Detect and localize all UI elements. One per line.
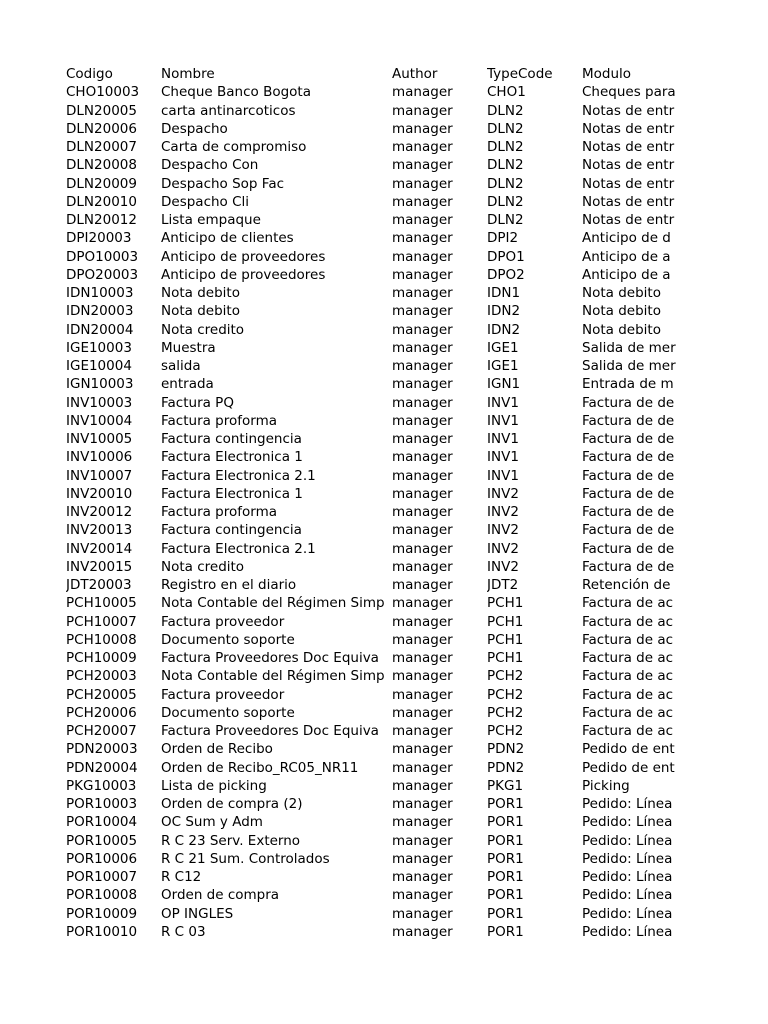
- cell-nombre: Factura Electronica 2.1: [161, 467, 316, 484]
- cell-codigo: IDN20004: [66, 321, 134, 338]
- cell-codigo: INV10004: [66, 412, 133, 429]
- cell-typecode: POR1: [487, 923, 524, 940]
- cell-typecode: INV2: [487, 558, 519, 575]
- cell-author: manager: [392, 321, 453, 338]
- cell-author: manager: [392, 869, 453, 885]
- cell-author: manager: [392, 923, 453, 940]
- cell-typecode: PCH2: [487, 686, 524, 703]
- cell-nombre: carta antinarcoticos: [161, 102, 296, 119]
- cell-typecode: INV2: [487, 522, 519, 539]
- cell-typecode: DPO1: [487, 248, 525, 265]
- cell-author: manager: [392, 650, 453, 666]
- table-row: [66, 467, 677, 485]
- cell-author: manager: [392, 814, 453, 831]
- table-row: [66, 722, 677, 740]
- table-row: [66, 503, 677, 521]
- cell-modulo: Factura de de: [582, 431, 675, 447]
- cell-codigo: IDN10003: [66, 285, 134, 301]
- cell-author: manager: [392, 358, 453, 374]
- cell-typecode: DLN2: [487, 157, 524, 174]
- cell-codigo: IGE10004: [66, 358, 132, 374]
- cell-author: manager: [392, 303, 453, 320]
- cell-typecode: INV1: [487, 449, 519, 466]
- cell-author: manager: [392, 175, 453, 192]
- cell-codigo: INV20010: [66, 485, 133, 502]
- header-nombre: Nombre: [161, 66, 215, 82]
- table-row: [66, 686, 677, 704]
- cell-nombre: Anticipo de proveedores: [161, 248, 326, 265]
- cell-nombre: Despacho Con: [161, 157, 259, 174]
- cell-typecode: DLN2: [487, 193, 524, 210]
- cell-typecode: POR1: [487, 796, 524, 812]
- table-row: [66, 521, 677, 539]
- cell-modulo: Factura de ac: [582, 595, 674, 612]
- cell-modulo: Notas de entr: [582, 193, 675, 210]
- cell-typecode: PKG1: [487, 777, 524, 794]
- cell-nombre: Anticipo de proveedores: [161, 266, 326, 283]
- cell-typecode: PCH2: [487, 668, 524, 685]
- cell-typecode: IGN1: [487, 376, 521, 393]
- cell-codigo: PCH20005: [66, 686, 137, 703]
- cell-author: manager: [392, 595, 453, 612]
- cell-author: manager: [392, 193, 453, 210]
- cell-typecode: DPI2: [487, 230, 519, 247]
- cell-typecode: PCH1: [487, 595, 524, 612]
- cell-codigo: PDN20003: [66, 741, 138, 758]
- cell-typecode: POR1: [487, 887, 524, 904]
- table-row: [66, 777, 677, 795]
- cell-modulo: Pedido: Línea: [582, 850, 673, 867]
- cell-modulo: Factura de de: [582, 540, 675, 557]
- cell-nombre: Factura Proveedores Doc Equiva: [161, 723, 379, 739]
- cell-nombre: salida: [161, 358, 201, 374]
- table-row: [66, 594, 677, 612]
- cell-codigo: POR10007: [66, 869, 138, 885]
- cell-modulo: Notas de entr: [582, 212, 675, 228]
- cell-typecode: INV2: [487, 540, 519, 557]
- cell-codigo: INV10006: [66, 449, 133, 466]
- cell-author: manager: [392, 212, 453, 228]
- table-row: [66, 357, 677, 375]
- cell-typecode: DLN2: [487, 102, 524, 119]
- cell-author: manager: [392, 704, 453, 721]
- cell-nombre: Despacho Cli: [161, 193, 250, 210]
- table-row: [66, 759, 677, 777]
- cell-typecode: DLN2: [487, 175, 524, 192]
- cell-nombre: Factura proveedor: [161, 686, 285, 703]
- cell-codigo: POR10003: [66, 796, 138, 812]
- cell-nombre: entrada: [161, 376, 214, 393]
- table-row: [66, 284, 677, 302]
- table-body: [66, 83, 677, 941]
- cell-typecode: IDN2: [487, 321, 521, 338]
- cell-modulo: Pedido: Línea: [582, 887, 673, 904]
- table-row: [66, 321, 677, 339]
- cell-nombre: Nota credito: [161, 558, 245, 575]
- cell-codigo: PKG10003: [66, 777, 137, 794]
- table-row: [66, 175, 677, 193]
- cell-nombre: Muestra: [161, 339, 216, 356]
- cell-codigo: PCH10007: [66, 613, 137, 630]
- cell-typecode: PCH1: [487, 650, 524, 666]
- cell-codigo: DPO10003: [66, 248, 139, 265]
- cell-codigo: PCH10005: [66, 595, 137, 612]
- cell-codigo: INV20015: [66, 558, 133, 575]
- cell-typecode: INV1: [487, 467, 519, 484]
- cell-nombre: Nota debito: [161, 303, 240, 320]
- cell-modulo: Pedido de ent: [582, 759, 675, 776]
- cell-nombre: Nota Contable del Régimen Simp: [161, 668, 385, 685]
- cell-modulo: Factura de de: [582, 485, 675, 502]
- cell-typecode: IDN2: [487, 303, 521, 320]
- table-row: [66, 667, 677, 685]
- cell-author: manager: [392, 723, 453, 739]
- cell-codigo: JDT20003: [66, 577, 132, 593]
- cell-modulo: Factura de ac: [582, 650, 674, 666]
- cell-modulo: Notas de entr: [582, 157, 675, 174]
- cell-codigo: DLN20010: [66, 193, 137, 210]
- cell-codigo: PDN20004: [66, 759, 138, 776]
- table-row: [66, 649, 677, 667]
- cell-codigo: PCH20007: [66, 723, 137, 739]
- table-row: [66, 576, 677, 594]
- cell-nombre: Carta de compromiso: [161, 139, 307, 155]
- table-row: [66, 813, 677, 831]
- cell-typecode: DPO2: [487, 266, 525, 283]
- cell-typecode: PDN2: [487, 759, 525, 776]
- cell-typecode: DLN2: [487, 120, 524, 137]
- cell-author: manager: [392, 467, 453, 484]
- cell-nombre: Nota Contable del Régimen Simp: [161, 595, 385, 612]
- cell-codigo: INV10005: [66, 431, 133, 447]
- cell-nombre: Cheque Banco Bogota: [161, 84, 311, 101]
- cell-typecode: JDT2: [487, 577, 519, 593]
- header-codigo: Codigo: [66, 66, 113, 82]
- cell-nombre: R C 03: [161, 923, 206, 940]
- cell-modulo: Factura de ac: [582, 686, 674, 703]
- cell-author: manager: [392, 120, 453, 137]
- cell-codigo: INV20013: [66, 522, 133, 539]
- cell-modulo: Factura de de: [582, 467, 675, 484]
- cell-codigo: DLN20012: [66, 212, 137, 228]
- cell-codigo: CHO10003: [66, 84, 140, 101]
- cell-codigo: DLN20006: [66, 120, 137, 137]
- table-row: [66, 905, 677, 923]
- cell-author: manager: [392, 668, 453, 685]
- cell-nombre: Lista de picking: [161, 777, 267, 794]
- table-row: [66, 229, 677, 247]
- cell-modulo: Pedido: Línea: [582, 814, 673, 831]
- cell-codigo: POR10005: [66, 832, 138, 849]
- cell-modulo: Factura de de: [582, 558, 675, 575]
- cell-nombre: Factura proveedor: [161, 613, 285, 630]
- table-row: [66, 448, 677, 466]
- cell-modulo: Factura de ac: [582, 704, 674, 721]
- cell-codigo: POR10006: [66, 850, 138, 867]
- table-row: [66, 631, 677, 649]
- cell-codigo: INV10007: [66, 467, 133, 484]
- cell-typecode: POR1: [487, 814, 524, 831]
- cell-modulo: Anticipo de a: [582, 248, 671, 265]
- cell-nombre: Factura Electronica 1: [161, 485, 303, 502]
- cell-typecode: CHO1: [487, 84, 526, 101]
- table-row: [66, 923, 677, 941]
- cell-typecode: IGE1: [487, 339, 519, 356]
- table-row: [66, 886, 677, 904]
- table-row: [66, 558, 677, 576]
- cell-modulo: Notas de entr: [582, 102, 675, 119]
- table-row: [66, 394, 677, 412]
- cell-modulo: Factura de ac: [582, 613, 674, 630]
- cell-codigo: PCH20006: [66, 704, 137, 721]
- cell-nombre: R C12: [161, 869, 202, 885]
- cell-nombre: R C 21 Sum. Controlados: [161, 850, 330, 867]
- cell-author: manager: [392, 376, 453, 393]
- cell-typecode: POR1: [487, 869, 524, 885]
- cell-nombre: Orden de compra: [161, 887, 280, 904]
- cell-typecode: DLN2: [487, 212, 524, 228]
- cell-modulo: Factura de ac: [582, 631, 674, 648]
- cell-modulo: Anticipo de a: [582, 266, 671, 283]
- cell-nombre: Factura Electronica 1: [161, 449, 303, 466]
- cell-typecode: INV2: [487, 504, 519, 520]
- table-row: [66, 193, 677, 211]
- cell-nombre: Despacho: [161, 120, 228, 137]
- cell-modulo: Factura de de: [582, 412, 675, 429]
- cell-codigo: PCH10009: [66, 650, 137, 666]
- cell-author: manager: [392, 759, 453, 776]
- cell-modulo: Factura de de: [582, 449, 675, 466]
- cell-nombre: Factura proforma: [161, 504, 278, 520]
- cell-codigo: DLN20007: [66, 139, 137, 155]
- table-row: [66, 613, 677, 631]
- table-row: [66, 795, 677, 813]
- cell-author: manager: [392, 777, 453, 794]
- cell-nombre: Factura contingencia: [161, 522, 302, 539]
- cell-typecode: IDN1: [487, 285, 521, 301]
- cell-author: manager: [392, 613, 453, 630]
- cell-nombre: Nota debito: [161, 285, 240, 301]
- table-row: [66, 704, 677, 722]
- cell-author: manager: [392, 431, 453, 447]
- table-row: [66, 540, 677, 558]
- cell-codigo: IGN10003: [66, 376, 134, 393]
- cell-author: manager: [392, 631, 453, 648]
- cell-modulo: Picking: [582, 777, 630, 794]
- cell-nombre: Despacho Sop Fac: [161, 175, 285, 192]
- cell-author: manager: [392, 449, 453, 466]
- cell-codigo: INV20014: [66, 540, 133, 557]
- cell-codigo: INV10003: [66, 394, 133, 411]
- header-modulo: Modulo: [582, 66, 632, 82]
- cell-nombre: Factura PQ: [161, 394, 234, 411]
- cell-author: manager: [392, 558, 453, 575]
- cell-typecode: INV1: [487, 394, 519, 411]
- table-row: [66, 138, 677, 156]
- cell-modulo: Notas de entr: [582, 175, 675, 192]
- cell-author: manager: [392, 577, 453, 593]
- cell-nombre: Factura Proveedores Doc Equiva: [161, 650, 379, 666]
- cell-typecode: PCH1: [487, 613, 524, 630]
- cell-typecode: INV1: [487, 412, 519, 429]
- table-row: [66, 412, 677, 430]
- cell-nombre: Orden de compra (2): [161, 796, 303, 812]
- cell-modulo: Pedido: Línea: [582, 905, 673, 922]
- cell-typecode: PCH2: [487, 723, 524, 739]
- cell-modulo: Pedido: Línea: [582, 796, 673, 812]
- table-row: [66, 211, 677, 229]
- table-row: [66, 430, 677, 448]
- table-row: [66, 485, 677, 503]
- cell-codigo: PCH10008: [66, 631, 137, 648]
- cell-typecode: PCH2: [487, 704, 524, 721]
- document-table: [66, 65, 677, 941]
- cell-author: manager: [392, 796, 453, 812]
- header-author: Author: [392, 66, 438, 82]
- table-row: [66, 832, 677, 850]
- cell-modulo: Notas de entr: [582, 139, 675, 155]
- cell-modulo: Pedido: Línea: [582, 832, 673, 849]
- cell-modulo: Pedido: Línea: [582, 923, 673, 940]
- cell-nombre: Nota credito: [161, 321, 245, 338]
- cell-typecode: INV2: [487, 485, 519, 502]
- cell-modulo: Anticipo de d: [582, 230, 671, 247]
- cell-typecode: PDN2: [487, 741, 525, 758]
- cell-modulo: Pedido: Línea: [582, 869, 673, 885]
- cell-nombre: Orden de Recibo: [161, 741, 273, 758]
- cell-author: manager: [392, 741, 453, 758]
- table-row: [66, 850, 677, 868]
- cell-modulo: Factura de de: [582, 504, 675, 520]
- cell-codigo: PCH20003: [66, 668, 137, 685]
- cell-author: manager: [392, 139, 453, 155]
- cell-author: manager: [392, 850, 453, 867]
- cell-modulo: Nota debito: [582, 321, 661, 338]
- cell-codigo: INV20012: [66, 504, 133, 520]
- cell-nombre: Anticipo de clientes: [161, 230, 294, 247]
- cell-author: manager: [392, 84, 453, 101]
- table-row: [66, 266, 677, 284]
- cell-author: manager: [392, 285, 453, 301]
- cell-codigo: DLN20005: [66, 102, 137, 119]
- cell-author: manager: [392, 686, 453, 703]
- cell-modulo: Factura de ac: [582, 668, 674, 685]
- cell-author: manager: [392, 248, 453, 265]
- cell-codigo: DPI20003: [66, 230, 132, 247]
- cell-typecode: INV1: [487, 431, 519, 447]
- cell-author: manager: [392, 230, 453, 247]
- cell-author: manager: [392, 832, 453, 849]
- cell-nombre: Factura proforma: [161, 412, 278, 429]
- cell-author: manager: [392, 157, 453, 174]
- cell-modulo: Cheques para: [582, 84, 676, 101]
- header-typecode: TypeCode: [487, 66, 553, 82]
- cell-author: manager: [392, 266, 453, 283]
- cell-nombre: Registro en el diario: [161, 577, 297, 593]
- cell-author: manager: [392, 485, 453, 502]
- cell-modulo: Nota debito: [582, 303, 661, 320]
- cell-modulo: Factura de ac: [582, 723, 674, 739]
- cell-typecode: POR1: [487, 905, 524, 922]
- cell-typecode: DLN2: [487, 139, 524, 155]
- cell-author: manager: [392, 102, 453, 119]
- cell-author: manager: [392, 412, 453, 429]
- cell-modulo: Nota debito: [582, 285, 661, 301]
- cell-codigo: IGE10003: [66, 339, 132, 356]
- cell-author: manager: [392, 905, 453, 922]
- cell-nombre: OP INGLES: [161, 905, 234, 922]
- cell-nombre: Orden de Recibo_RC05_NR11: [161, 759, 359, 776]
- cell-modulo: Salida de mer: [582, 339, 676, 356]
- cell-nombre: Factura contingencia: [161, 431, 302, 447]
- table-row: [66, 302, 677, 320]
- cell-typecode: POR1: [487, 832, 524, 849]
- cell-modulo: Pedido de ent: [582, 741, 675, 758]
- cell-author: manager: [392, 504, 453, 520]
- cell-codigo: DLN20008: [66, 157, 137, 174]
- cell-modulo: Factura de de: [582, 522, 675, 539]
- cell-codigo: IDN20003: [66, 303, 134, 320]
- cell-codigo: POR10009: [66, 905, 138, 922]
- cell-nombre: OC Sum y Adm: [161, 814, 263, 831]
- cell-author: manager: [392, 887, 453, 904]
- cell-typecode: PCH1: [487, 631, 524, 648]
- table-row: [66, 102, 677, 120]
- cell-nombre: R C 23 Serv. Externo: [161, 832, 301, 849]
- table-row: [66, 339, 677, 357]
- cell-nombre: Documento soporte: [161, 704, 295, 721]
- table-row: [66, 248, 677, 266]
- cell-author: manager: [392, 394, 453, 411]
- cell-author: manager: [392, 339, 453, 356]
- cell-typecode: IGE1: [487, 358, 519, 374]
- table-row: [66, 868, 677, 886]
- cell-modulo: Entrada de m: [582, 376, 674, 393]
- cell-nombre: Lista empaque: [161, 212, 261, 228]
- table-row: [66, 375, 677, 393]
- table-row: [66, 156, 677, 174]
- cell-codigo: DLN20009: [66, 175, 137, 192]
- table-row: [66, 120, 677, 138]
- table-row: [66, 83, 677, 101]
- cell-author: manager: [392, 540, 453, 557]
- cell-modulo: Salida de mer: [582, 358, 676, 374]
- cell-nombre: Factura Electronica 2.1: [161, 540, 316, 557]
- cell-codigo: POR10008: [66, 887, 138, 904]
- cell-codigo: POR10004: [66, 814, 138, 831]
- cell-modulo: Factura de de: [582, 394, 675, 411]
- table-row: [66, 740, 677, 758]
- cell-codigo: POR10010: [66, 923, 138, 940]
- cell-nombre: Documento soporte: [161, 631, 295, 648]
- cell-modulo: Retención de: [582, 577, 671, 593]
- cell-author: manager: [392, 522, 453, 539]
- cell-codigo: DPO20003: [66, 266, 139, 283]
- cell-typecode: POR1: [487, 850, 524, 867]
- table-header-row: [66, 65, 677, 83]
- cell-modulo: Notas de entr: [582, 120, 675, 137]
